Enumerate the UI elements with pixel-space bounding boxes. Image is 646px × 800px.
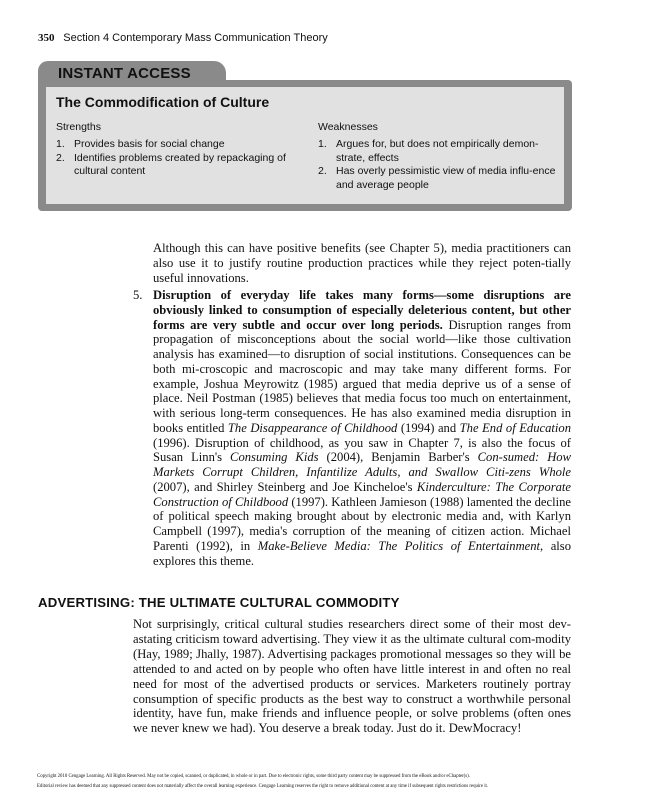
- list-text: Provides basis for social change: [74, 138, 225, 150]
- text-run: (1997). Kathleen Jamieson (1988) lamented the decline of political speech making brought about by electronic media and, with Karlyn Campbell (1997), media's corruption of the meaning of citizen action. Michael Parenti (1992), in: [153, 494, 571, 553]
- text-run: (1996). Disruption of childhood, as you saw in Chapter 7, is also the focus of Susan Linn's: [153, 435, 571, 465]
- list-number: 2.: [56, 151, 65, 164]
- section-heading: ADVERTISING: THE ULTIMATE CULTURAL COMMODITY: [38, 595, 400, 610]
- list-number: 2.: [318, 165, 327, 177]
- list-number: 1.: [318, 138, 327, 150]
- text-run: also explores this theme.: [153, 538, 571, 568]
- list-text: Argues for, but does not empirically demon-strate, effects: [336, 138, 539, 164]
- weaknesses-heading: Weaknesses: [318, 121, 378, 133]
- text-run: (2007), and Shirley Steinberg and Joe Kincheloe's: [153, 479, 417, 494]
- running-header: [38, 32, 328, 44]
- list-item: [318, 138, 563, 165]
- section-title: Section 4 Contemporary Mass Communication Theory: [63, 32, 328, 44]
- book-title: The Disappearance of Childhood: [227, 420, 398, 435]
- copyright-notice: Copyright 2010 Cengage Learning. All Rights Reserved. May not be copied, scanned, or duplicated, in whole or in part. Due to electronic rights, some third party content may be suppressed from the eBook and/or eChapter(s).: [37, 774, 470, 779]
- list-text: Identifies problems created by repackaging of cultural content: [74, 151, 286, 177]
- book-title: Consuming Kids: [230, 450, 319, 465]
- list-item: [56, 138, 306, 152]
- list-item: [56, 152, 306, 179]
- instant-access-label: INSTANT ACCESS: [58, 65, 191, 82]
- book-title: Con-sumed: How Markets Corrupt Children, Infantilize Adults, and Swallow Citi-zens Whole: [153, 450, 572, 479]
- list-text: Has overly pessimistic view of media influ-ence and average people: [336, 165, 556, 191]
- bold-lead: Disruption of everyday life takes many forms—some disruptions are obviously linked to consumption of especially deleterious content, but other forms are very subtle and occur over long periods.: [153, 288, 571, 332]
- text-run: (1994) and: [397, 420, 460, 435]
- page-number: 350: [38, 32, 55, 44]
- book-title: Kinderculture: The Corporate Construction of Childbood: [153, 479, 571, 509]
- list-number: 1.: [56, 138, 65, 150]
- strengths-list: [56, 138, 306, 179]
- strengths-heading: Strengths: [56, 121, 101, 133]
- instant-access-title: The Commodification of Culture: [56, 94, 270, 110]
- list-item-number: 5.: [133, 288, 143, 302]
- list-item: [318, 165, 563, 192]
- text-run: (2004), Benjamin Barber's: [318, 450, 478, 465]
- body-paragraph-continued: Although this can have positive benefits (see Chapter 5), media practitioners can also use it to justify routine production practices while they reject poten-tially useful innovations.: [153, 241, 571, 285]
- weaknesses-list: [318, 138, 563, 192]
- book-title: The End of Education: [459, 420, 571, 435]
- text-run: Disruption ranges from propagation of misconceptions about the social world—like those cultivation analysis has examined—to disruption of social institutions. Consequences can be both mi-croscopic and macroscopic and may take many different forms. For example, Joshua Meyrowitz (1985) argued that media deprive us of a sense of place. Neil Postman (1985) believes that media focus too much on entertainment, with serious long-term consequences. He has also examined media disruption in books entitled: [153, 317, 571, 435]
- body-paragraph-item-5: [153, 288, 571, 568]
- editorial-notice: Editorial review has deemed that any suppressed content does not materially affect the overall learning experience. Cengage Learning reserves the right to remove additional content at any time if subsequent rights restrictions require it.: [37, 784, 489, 789]
- body-paragraph: Not surprisingly, critical cultural studies researchers direct some of their most dev-astating criticism toward advertising. They view it as the ultimate cultural com-modity (Hay, 1989; Jhally, 1987). Advertising packages promotional messages so they will be attended to and acted on by people who often have little interest in and often no real need for most of the advertised products or services. Marketers routinely portray consumption of specific products as the best way to construct a worthwhile personal identity, have fun, make friends and influence people, or solve problems (often ones we never knew we had). You deserve a break today. Just do it. DewMocracy!: [133, 617, 571, 736]
- book-title: Make-Believe Media: The Politics of Entertainment,: [257, 538, 544, 553]
